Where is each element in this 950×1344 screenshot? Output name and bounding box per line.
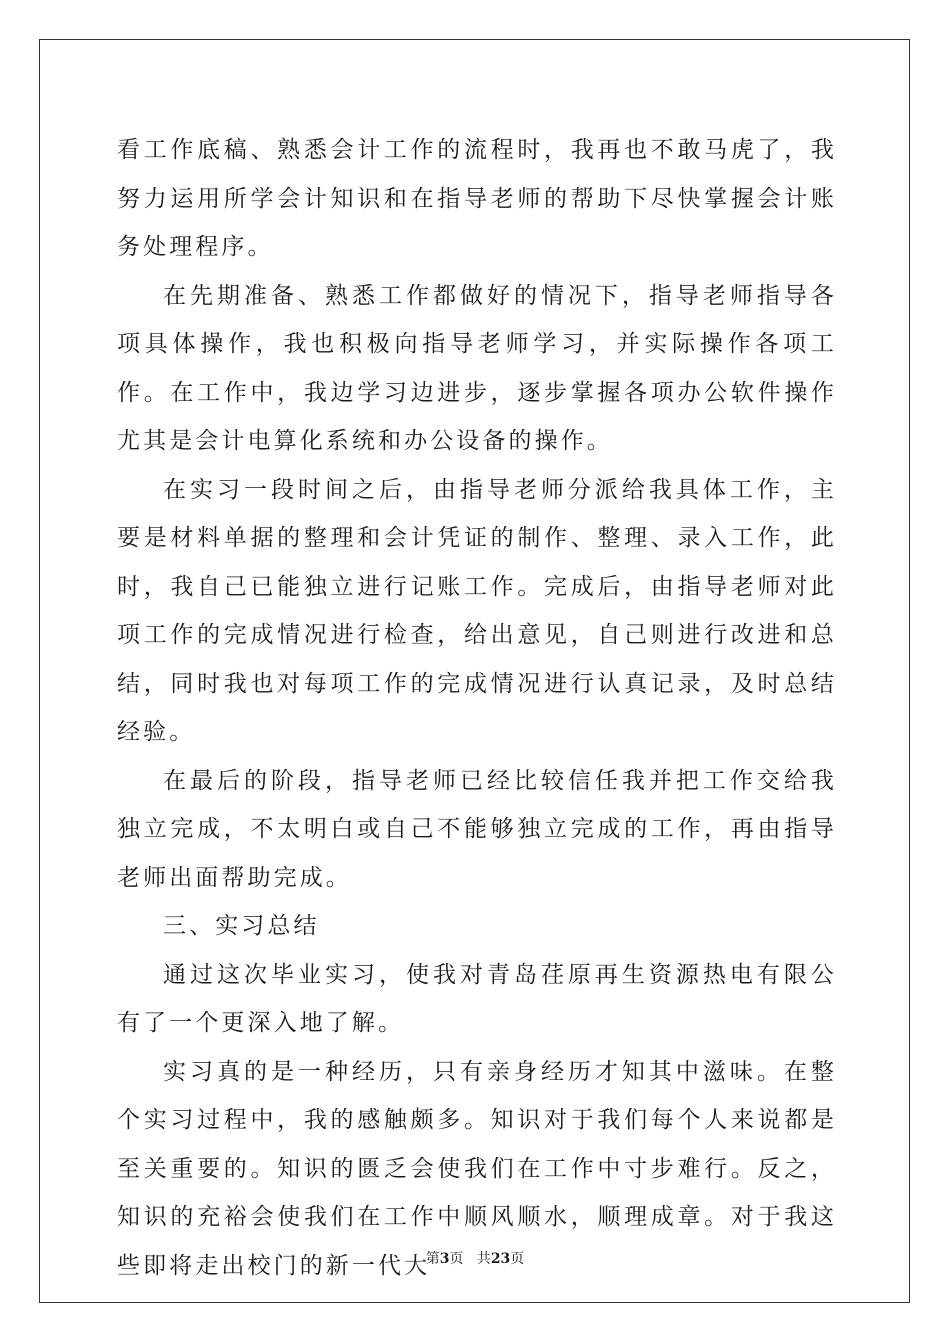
page-number: 3 — [439, 1251, 450, 1267]
document-body — [117, 126, 837, 1290]
paragraph-assigned-work: 在实习一段时间之后，由指导老师分派给我具体工作，主要是材料单据的整理和会计凭证的制作、整理、录入工作，此时，我自己已能独立进行记账工作。完成后，由指导老师对此项工作的完成情况进行检查，给出意见，自己则进行改进和总结，同时我也对每项工作的完成情况进行认真记录，及时总结经验。 — [117, 476, 837, 745]
section-heading-summary: 三、实习总结 — [163, 913, 320, 939]
paragraph-final-stage: 在最后的阶段，指导老师已经比较信任我并把工作交给我独立完成，不太明白或自己不能够独立完成的工作，再由指导老师出面帮助完成。 — [117, 767, 837, 891]
page-prefix: 第 — [425, 1251, 440, 1267]
paragraph-experience: 实习真的是一种经历，只有亲身经历才知其中滋味。在整个实习过程中，我的感触颇多。知识对于我们每个人来说都是至关重要的。知识的匮乏会使我们在工作中寸步难行。反之，知识的充裕会使我们在工作中顺风顺水，顺理成章。对于我这些即将走出校门的新一代大 — [117, 1058, 837, 1279]
page-suffix: 页 — [449, 1251, 464, 1267]
total-pages: 23 — [490, 1251, 511, 1267]
page-footer — [0, 1248, 950, 1268]
total-suffix: 页 — [510, 1251, 525, 1267]
total-prefix: 共 — [476, 1251, 491, 1267]
paragraph-continuation: 看工作底稿、熟悉会计工作的流程时，我再也不敢马虎了，我努力运用所学会计知识和在指导老师的帮助下尽快掌握会计账务处理程序。 — [117, 137, 837, 260]
paragraph-preparation: 在先期准备、熟悉工作都做好的情况下，指导老师指导各项具体操作，我也积极向指导老师学习，并实际操作各项工作。在工作中，我边学习边进步，逐步掌握各项办公软件操作尤其是会计电算化系统和办公设备的操作。 — [117, 282, 837, 454]
footer-separator — [463, 1251, 476, 1267]
paragraph-internship-understanding: 通过这次毕业实习，使我对青岛荏原再生资源热电有限公有了一个更深入地了解。 — [117, 961, 837, 1036]
